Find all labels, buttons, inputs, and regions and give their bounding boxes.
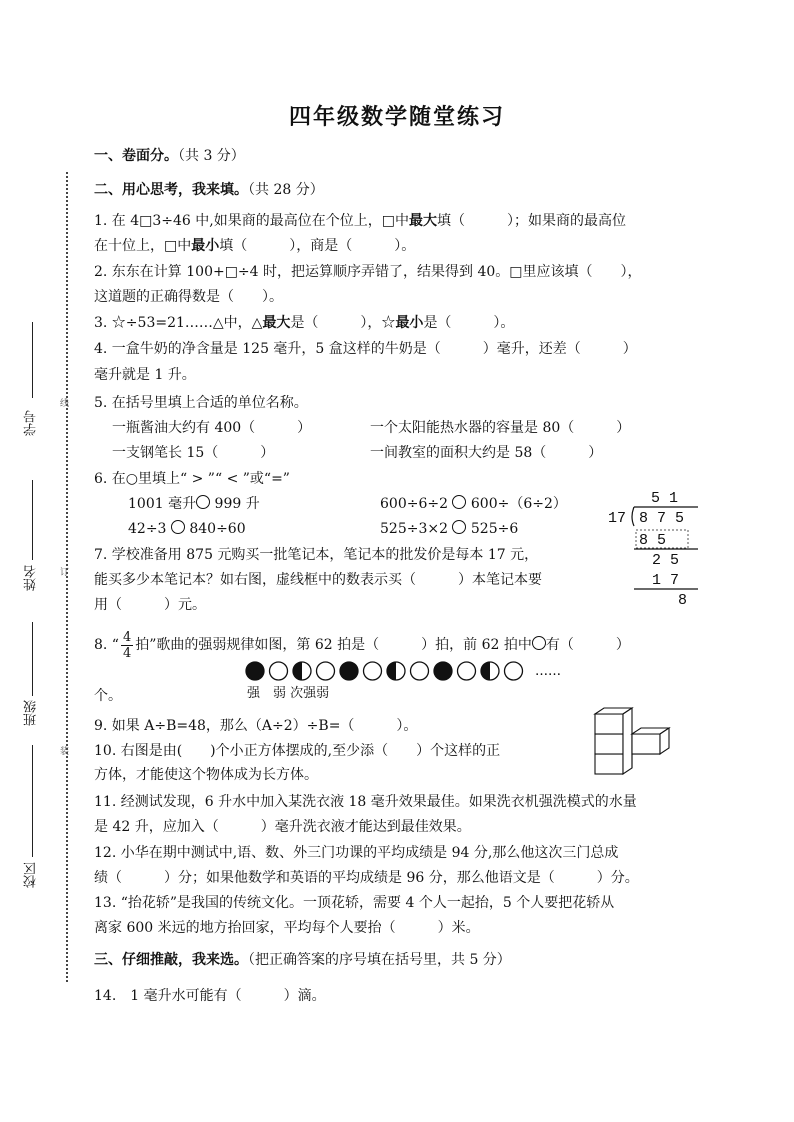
- q6-item-4: [380, 519, 518, 539]
- q1-text-f: 填（ ），商是（ ）。: [219, 238, 416, 254]
- side-label-class: 班级: [24, 700, 39, 726]
- fraction-numerator: 4: [122, 629, 132, 645]
- cube-stack-figure: [592, 707, 682, 777]
- fraction-denominator: 4: [122, 645, 132, 661]
- q8-text-a: 拍”歌曲的强弱规律如图，第 62 拍是（ ）拍，前 62 拍中: [135, 637, 532, 653]
- beat-circle-empty: [364, 662, 382, 680]
- q12-line-1: 12. 小华在期中测试中,语、数、外三门功课的平均成绩是 94 分,那么他这次三门总成: [94, 845, 619, 861]
- q11-line-1: 11. 经测试发现，6 升水中加入某洗衣液 18 毫升效果最佳。如果洗衣机强洗模式的水量: [94, 794, 637, 810]
- q5-item-4: 一间教室的面积大约是 58（ ）: [370, 445, 603, 461]
- side-label-school: 校区: [24, 862, 39, 888]
- q2-line-2: 这道题的正确得数是（ ）。: [94, 289, 283, 305]
- answer-circle[interactable]: [171, 520, 185, 534]
- q1-line-2: [94, 236, 415, 256]
- q8-pre: 8. “: [94, 637, 119, 653]
- q3-bold-max: 最大: [262, 315, 291, 331]
- q7-line-1: 7. 学校准备用 875 元购买一批笔记本，笔记本的批发价是每本 17 元，: [94, 547, 539, 563]
- side-label-id: 学号: [24, 410, 39, 436]
- beat-circle-full: [340, 662, 358, 680]
- q8-line-1: [94, 628, 630, 662]
- section-1-heading: 一、卷面分。: [94, 148, 178, 164]
- q1-bold-min: 最小: [191, 238, 220, 254]
- section-3: [94, 950, 511, 970]
- side-label-name: 姓名: [24, 565, 39, 591]
- quotient: 5 1: [651, 490, 679, 507]
- q3-text-c: 是（ ），☆: [290, 315, 396, 331]
- long-division-figure: [606, 486, 706, 610]
- binding-mark-zhuang: 装: [60, 747, 70, 757]
- name-fill-line: [32, 480, 33, 560]
- q6-item-2-right: 600÷（6÷2）: [466, 496, 567, 512]
- q1-bold-max: 最大: [408, 213, 437, 229]
- beat-circle-empty: [411, 662, 429, 680]
- beat-circle-full: [246, 662, 264, 680]
- beat-labels: 强 弱 次强弱: [247, 686, 330, 701]
- q9-line: 9. 如果 A÷B=48，那么（A÷2）÷B=（ ）。: [94, 718, 418, 734]
- q12-line-2: 绩（ ）分；如果他数学和英语的平均成绩是 96 分，那么他语文是（ ）分。: [94, 870, 639, 886]
- q8-fraction: [121, 630, 133, 661]
- beat-half-fill: [387, 662, 396, 680]
- q6-item-4-right: 525÷6: [466, 521, 519, 537]
- q14-line: 14. 1 毫升水可能有（ ）滴。: [94, 988, 326, 1004]
- answer-circle[interactable]: [452, 495, 466, 509]
- step-subtract-1: 8 5: [639, 532, 667, 549]
- dividend: 8 7 5: [639, 510, 685, 527]
- q6-item-2-left: 600÷6÷2: [380, 496, 453, 512]
- q11-line-2: 是 42 升，应加入（ ）毫升洗衣液才能达到最佳效果。: [94, 819, 471, 835]
- q6-item-1-left: 1001 毫升: [128, 496, 197, 512]
- answer-circle[interactable]: [452, 520, 466, 534]
- section-1: [94, 146, 245, 166]
- q6-item-1-right: 999 升: [210, 496, 260, 512]
- beat-ellipsis: ……: [535, 664, 561, 679]
- q2-line-1: 2. 东东在计算 100+□÷4 时，把运算顺序弄错了，结果得到 40。□里应该填（ ），: [94, 264, 642, 280]
- page-title: 四年级数学随堂练习: [288, 104, 505, 130]
- q6-item-1: [128, 494, 260, 514]
- binding-mark-line: 线: [60, 399, 70, 409]
- q4-line-2: 毫升就是 1 升。: [94, 367, 196, 383]
- beat-pattern: [245, 660, 561, 682]
- q3-bold-min: 最小: [395, 315, 424, 331]
- q3-line: [94, 313, 514, 333]
- q8-text-b: 有（ ）: [545, 637, 630, 653]
- section-3-note: （把正确答案的序号填在括号里，共 5 分）: [248, 952, 511, 968]
- section-3-heading: 三、仔细推敲，我来选。: [94, 952, 248, 968]
- class-fill-line: [32, 622, 33, 696]
- q3-text-a: 3. ☆÷53=21……△中，△: [94, 315, 263, 331]
- divisor: 17: [608, 510, 627, 527]
- q7-line-3: 用（ ）元。: [94, 597, 206, 613]
- answer-circle[interactable]: [196, 495, 210, 509]
- q10-line-2: 方体，才能使这个物体成为长方体。: [94, 767, 318, 783]
- beat-circle-empty: [505, 662, 523, 680]
- beat-circles: [245, 660, 561, 682]
- beat-circle-full: [434, 662, 452, 680]
- q5-stem: 5. 在括号里填上合适的单位名称。: [94, 395, 308, 411]
- q13-line-2: 离家 600 米远的地方抬回家，平均每个人要抬（ ）米。: [94, 920, 480, 936]
- q1-text-c: 填（ ）；如果商的最高位: [436, 213, 626, 229]
- q3-text-e: 是（ ）。: [423, 315, 515, 331]
- circle-icon: [532, 636, 546, 650]
- q13-line-1: 13. “抬花轿”是我国的传统文化。一顶花轿，需要 4 个人一起抬，5 个人要把花轿从: [94, 895, 615, 911]
- q6-item-3: [128, 519, 246, 539]
- q4-line-1: 4. 一盒牛奶的净含量是 125 毫升，5 盒这样的牛奶是（ ）毫升，还差（ ）: [94, 341, 637, 357]
- q6-item-2: [380, 494, 567, 514]
- step-subtract-2: 1 7: [652, 572, 680, 589]
- q6-item-3-left: 42÷3: [128, 521, 171, 537]
- section-2: [94, 180, 324, 200]
- q6-item-3-right: 840÷60: [184, 521, 246, 537]
- q6-stem: 6. 在○里填上“ > ”“ < ”或“=”: [94, 471, 290, 487]
- beat-half-fill: [293, 662, 302, 680]
- q8-line-2: 个。: [94, 688, 122, 704]
- section-1-note: （共 3 分）: [178, 148, 245, 164]
- beat-half-fill: [481, 662, 490, 680]
- division-bracket: [632, 507, 634, 526]
- q5-item-1: 一瓶酱油大约有 400（ ）: [112, 420, 312, 436]
- binding-mark-ding: 订: [60, 568, 70, 578]
- q1-text-a: 1. 在 4□3÷46 中,如果商的最高位在个位上，□中: [94, 213, 409, 229]
- beat-circle-empty: [317, 662, 335, 680]
- beat-circle-empty: [270, 662, 288, 680]
- q5-item-2: 一个太阳能热水器的容量是 80（ ）: [370, 420, 631, 436]
- section-2-heading: 二、用心思考，我来填。: [94, 182, 248, 198]
- q10-line-1: 10. 右图是由( )个小正方体摆成的,至少添（ ）个这样的正: [94, 743, 501, 759]
- q6-item-4-left: 525÷3×2: [380, 521, 453, 537]
- q7-line-2: 能买多少本笔记本？如右图，虚线框中的数表示买（ ）本笔记本要: [94, 572, 542, 588]
- step-remainder-1: 2 5: [652, 552, 680, 569]
- id-fill-line: [32, 322, 33, 398]
- beat-circle-empty: [458, 662, 476, 680]
- section-2-note: （共 28 分）: [248, 182, 324, 198]
- q1-text-d: 在十位上，□中: [94, 238, 192, 254]
- final-remainder: 8: [678, 592, 688, 609]
- q5-item-3: 一支钢笔长 15（ ）: [112, 445, 275, 461]
- school-fill-line: [32, 745, 33, 857]
- q1-line-1: [94, 211, 626, 231]
